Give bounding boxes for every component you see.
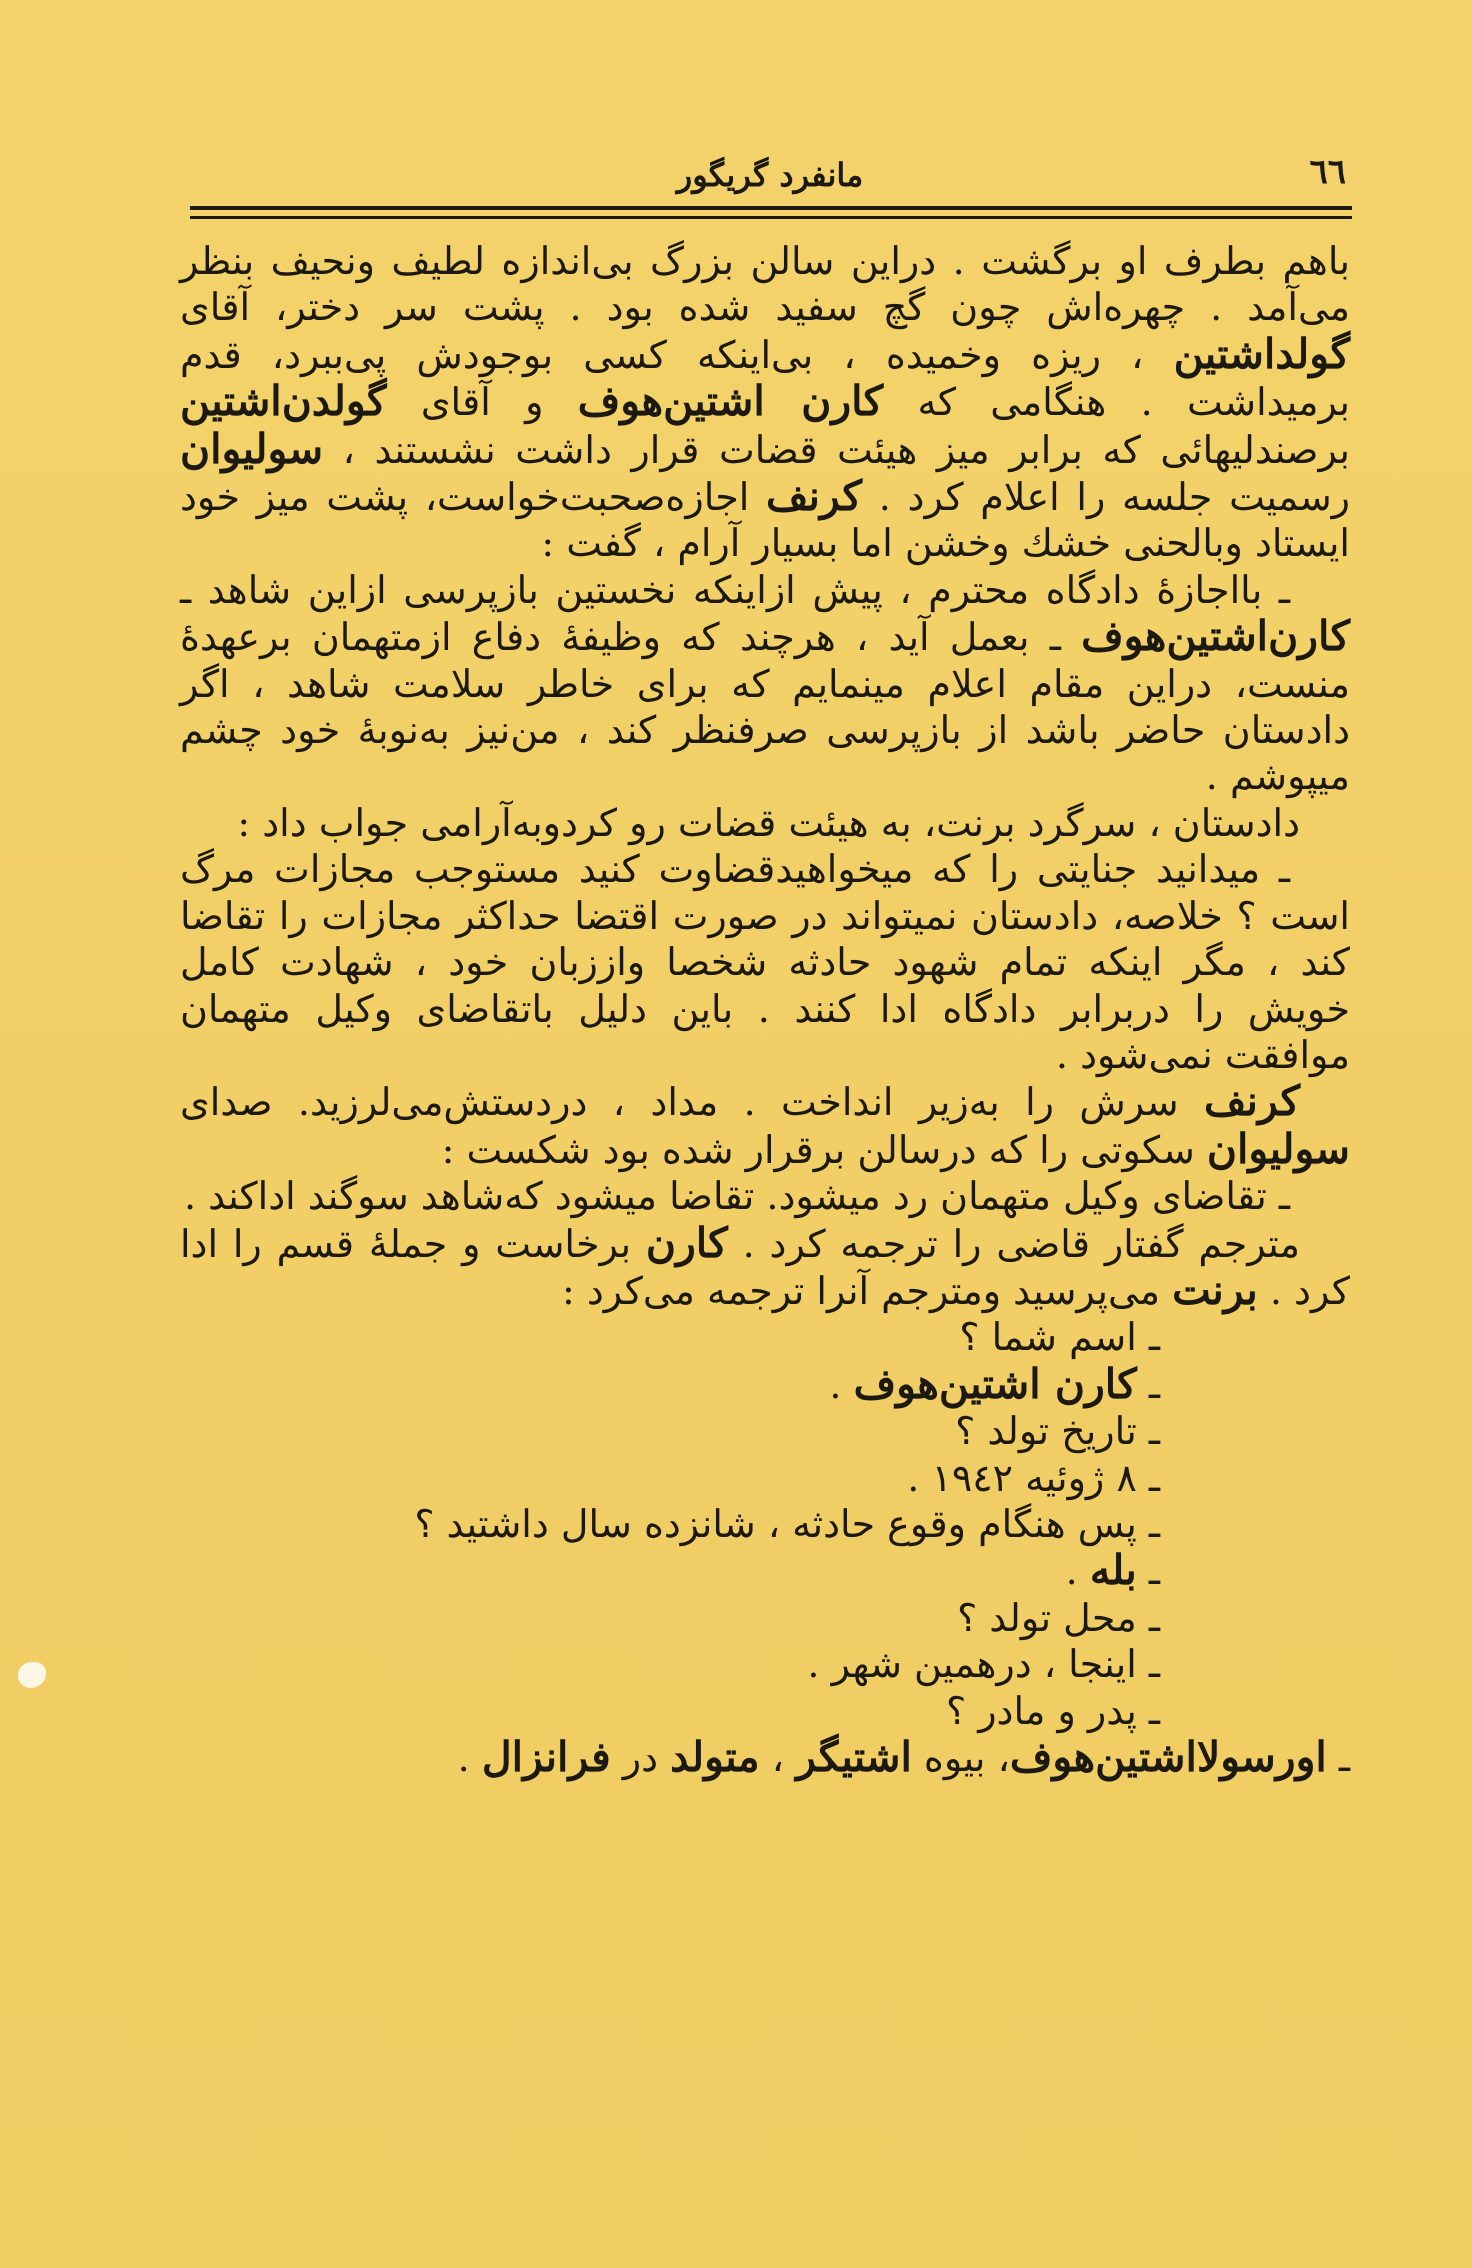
paragraph <box>180 1078 1350 1173</box>
bold-name: متولد <box>670 1733 760 1781</box>
bold-name: فرانزال <box>481 1733 611 1781</box>
dialogue-line <box>180 1408 1350 1454</box>
text-run: ، بیوه <box>911 1736 1010 1780</box>
text-run: ، ریزه وخمیده ، بی‌اینکه کسی بوجودش پی‌ببرد، قدم برمیداشت . هنگامی که <box>180 332 1350 425</box>
text-run: اجازه‌صحبت‌خواست، پشت میز خود ایستاد وبالحنی خشك وخشن اما بسیار آرام ، گفت : <box>180 475 1350 566</box>
dialogue-line <box>180 1314 1350 1360</box>
text-run: ـ تقاضای وکیل متهمان رد میشود. تقاضا میشود که‌شاهد سوگند اداکند . <box>183 1174 1290 1219</box>
dialogue-line <box>180 1501 1350 1547</box>
text-run: سرش را به‌زیر انداخت . مداد ، دردستش‌می‌لرزید. صدای <box>180 1080 1204 1125</box>
text-run: و آقای <box>386 380 578 425</box>
dialogue-line <box>180 1641 1350 1687</box>
bold-name: بله <box>1089 1546 1137 1595</box>
text-run: برصندلیهائی که برابر میز هیئت قضات قرار داشت نشستند ، <box>323 427 1350 472</box>
bold-name: اورسولااشتین‌هوف <box>1009 1733 1327 1781</box>
text-run: ـ تاریخ تولد ؟ <box>955 1409 1160 1454</box>
dialogue-line <box>180 1547 1350 1594</box>
text-run: . <box>829 1362 854 1407</box>
bold-name: گولدن‌اشتین <box>180 377 387 426</box>
text-run: ـ <box>1136 1362 1160 1407</box>
final-line <box>180 1734 1350 1781</box>
dialogue-line <box>180 1688 1350 1734</box>
text-run: ـ میدانید جنایتی را که میخواهیدقضاوت کنید مستوجب مجازات مرگ است ؟ خلاصه، دادستان نمیتواند در صورت اقتضا حداکثر مجازات را تقاضا کند ، مگر اینکه تمام شهود حادثه شخصا واززبان خود ، شهادت کامل خویش را دربرابر دادگاه ادا کنند . باین دلیل باتقاضای وکیل متهمان موافقت نمی‌شود . <box>180 847 1350 1077</box>
bold-name: کارن اشتین‌هوف <box>577 377 884 426</box>
text-run: ـ اینجا ، درهمین شهر . <box>807 1642 1160 1687</box>
text-run: می‌پرسید ومترجم آنرا ترجمه می‌کرد : <box>562 1268 1173 1313</box>
text-run: ـ <box>1326 1736 1350 1780</box>
dialogue-line <box>180 1361 1350 1408</box>
body-text <box>180 238 1350 1781</box>
paragraph <box>180 567 1350 800</box>
text-run: رسمیت جلسه را اعلام کرد . <box>862 475 1351 520</box>
paragraph <box>180 1220 1350 1315</box>
paper-damage-spot <box>18 1662 46 1688</box>
running-title: مانفرد گریگور <box>676 156 864 194</box>
bold-name: کارن‌اشتین‌هوف <box>1081 612 1350 661</box>
bold-name: سولیوان <box>1206 1124 1350 1173</box>
paragraph <box>180 238 1350 567</box>
text-run: باهم بطرف او برگشت . دراین سالن بزرگ بی‌اندازه لطیف ونحیف بنظر می‌آمد . چهره‌اش چون گچ سفید شده بود . پشت سر دختر، آقای <box>180 239 1350 330</box>
paragraph <box>180 800 1350 846</box>
text-run: . <box>457 1736 482 1780</box>
text-run: ـ بااجازهٔ دادگاه محترم ، پیش ازاینکه نخستین بازپرسی ازاین شاهد ـ <box>180 567 1290 612</box>
page-number: ٦٦ <box>1309 152 1346 192</box>
bold-name: کرنف <box>766 472 863 521</box>
text-run: ـ ٨ ژوئیه ١٩٤٢ . <box>907 1455 1160 1500</box>
header-rule-thin <box>190 216 1352 219</box>
header-rule-thick <box>190 206 1352 210</box>
bold-name: سولیوان <box>180 424 324 473</box>
text-run: دادستان ، سرگرد برنت، به هیئت قضات رو کردوبه‌آرامی جواب داد : <box>237 800 1300 845</box>
page-header <box>190 148 1350 208</box>
text-run: در <box>610 1736 671 1780</box>
bold-name: کارن اشتین‌هوف <box>853 1359 1137 1408</box>
text-run: ـ اسم شما ؟ <box>959 1315 1160 1360</box>
dialogue-line <box>180 1595 1350 1641</box>
text-run: سکوتی را که درسالن برقرار شده بود شکست : <box>441 1127 1207 1172</box>
text-run: ـ پس هنگام وقوع حادثه ، شانزده سال داشتید ؟ <box>414 1501 1160 1546</box>
header-rule <box>190 206 1352 222</box>
dialogue-line <box>180 1455 1350 1501</box>
text-run: . <box>1065 1549 1090 1594</box>
text-run: ـ <box>1136 1549 1160 1594</box>
bold-name: برنت <box>1172 1265 1258 1314</box>
text-run: ـ پدر و مادر ؟ <box>945 1688 1160 1733</box>
paragraph <box>180 1173 1350 1219</box>
paragraph <box>180 846 1350 1078</box>
text-run: ـ بعمل آید ، هرچند که وظیفهٔ دفاع ازمتهمان برعهدهٔ منست، دراین مقام اعلام مینمایم که برای خاطر سلامت شاهد ، اگر دادستان حاضر باشد از بازپرسی صرفنظر کند ، من‌نیز به‌نوبهٔ خود چشم میپوشم . <box>180 615 1350 799</box>
text-run: مترجم گفتار قاضی را ترجمه کرد . <box>727 1221 1300 1266</box>
bold-name: کرنف <box>1204 1077 1300 1126</box>
bold-name: گولداشتین <box>1173 329 1350 378</box>
text-run: ـ محل تولد ؟ <box>957 1595 1160 1640</box>
bold-name: کارن <box>645 1218 728 1267</box>
text-run: ، <box>759 1736 797 1780</box>
bold-name: اشتیگر <box>796 1733 912 1781</box>
text-run: برخاست و جملهٔ قسم را ادا کرد . <box>180 1221 1350 1313</box>
